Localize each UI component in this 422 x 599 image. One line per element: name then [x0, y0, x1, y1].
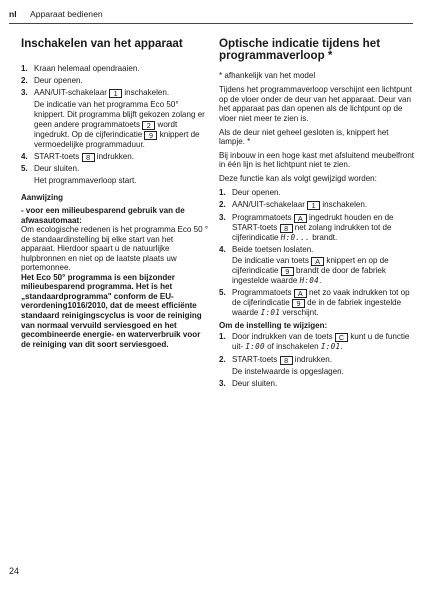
left-column	[21, 38, 209, 349]
note-heading: - voor een milieubesparend gebruik van de afwasautomaat:	[21, 205, 185, 225]
display-readout: I:00	[245, 342, 265, 352]
paragraph-light-point: Tijdens het programmaverloop verschijnt een lichtpunt op de vloer onder de deur van het apparaat. Deur van het apparaat pas dan openen als de lichtpunt op de vloer niet meer te zien is.	[219, 85, 412, 123]
step-1: 1. Deur openen.	[219, 187, 281, 197]
step-detail: De indicatie van het programma Eco 50° knippert. Dit programma blijft gekozen zolang er geen andere programmatoets 2 wordt ingedrukt. Op de cijferindicatie 9 knippert de vermoedelijke programmaduur.	[34, 100, 205, 149]
step-detail: De indicatie van toets A knippert en op de cijferindicatie 9 brandt de door de fabriek ingestelde waarde H:04.	[232, 256, 389, 286]
right-column	[219, 38, 415, 391]
page-number: 24	[9, 566, 20, 576]
key-label: 2	[142, 121, 155, 130]
step-5: 5. Deur sluiten. Het programmaverloop start.	[21, 164, 209, 185]
key-label: C	[335, 333, 348, 342]
step-detail: De instelwaarde is opgeslagen.	[232, 366, 344, 376]
note-title: Aanwijzing	[21, 193, 64, 203]
right-heading: Optische indicatie tijdens het programmaverloop *	[219, 37, 381, 63]
step-3: 3. Programmatoets A ingedrukt houden en de START-toets 8 net zolang indrukken tot de cijferindicatie H:0... brandt.	[219, 212, 394, 242]
key-label: 9	[144, 131, 157, 140]
key-label: 9	[281, 267, 294, 276]
note-body: Om ecologische redenen is het programma Eco 50 ° de standaardinstelling bij elke start van het apparaat. Hierdoor spaart u de natuurlijke hulpbronnen en niet op de laatste plaats uw portemonnee.	[21, 225, 209, 273]
step-1: 1. Kraan helemaal opendraaien.	[21, 64, 140, 74]
step-3: 3. AAN/UIT-schakelaar 1 inschakelen. De indicatie van het programma Eco 50° knippert. Dit programma blijft gekozen zolang er geen andere programmatoets 2 wordt ingedrukt. Op de cijferindicatie 9 knippert de vermoedelijke programmaduur.	[21, 88, 209, 149]
step-5: 5. Programmatoets A net zo vaak indrukken tot op de cijferindicatie 9 de in de fabriek ingestelde waarde I:01 verschijnt.	[219, 288, 410, 318]
indicator-steps	[219, 188, 415, 318]
key-label: 8	[280, 356, 293, 365]
display-readout: H:04	[299, 276, 320, 286]
step-4: 4. Beide toetsen loslaten. De indicatie van toets A knippert en op de cijferindicatie 9 brandt de door de fabriek ingestelde waarde H:04.	[219, 245, 415, 286]
key-label: A	[311, 257, 324, 266]
key-label: 1	[109, 89, 122, 98]
switch-on-steps	[21, 64, 209, 185]
step-2: 2. Deur openen.	[21, 76, 83, 86]
step-1: 1. Door indrukken van de toets C kunt u de functie uit- I:00 of inschakelen I:01.	[219, 332, 410, 352]
left-heading: Inschakelen van het apparaat	[21, 37, 183, 50]
paragraph-built-in: Bij inbouw in een hoge kast met afsluitend meubelfront in één lijn is het lichtpunt niet te zien.	[219, 150, 415, 170]
key-label: 1	[307, 201, 320, 210]
section-title: Apparaat bedienen	[30, 9, 103, 19]
display-readout: H:0...	[280, 232, 310, 242]
display-readout: I:01	[260, 308, 281, 318]
model-footnote: * afhankelijk van het model	[219, 71, 316, 81]
step-2: 2. START-toets 8 indrukken. De instelwaarde is opgeslagen.	[219, 355, 415, 377]
step-4: 4. START-toets 8 indrukken.	[21, 151, 134, 162]
paragraph-door: Als de deur niet geheel gesloten is, knippert het lampje. *	[219, 127, 389, 147]
change-setting-steps	[219, 332, 415, 388]
key-label: 9	[292, 299, 305, 308]
key-label: 8	[82, 153, 95, 162]
step-detail: Het programmaverloop start.	[34, 175, 137, 185]
key-label: A	[294, 289, 307, 298]
page-header	[9, 6, 413, 24]
display-readout: I:01	[320, 342, 341, 352]
language-code: nl	[9, 9, 17, 19]
key-label: A	[294, 214, 307, 223]
note-bold-text: Het Eco 50° programma is een bijzonder milieubesparend programma. Het is het „standaardprogramma" conform de EU-verordening1016/2010, dat de meest efficiënte standaard reinigingscyclus is voor de reiniging van normaal vervuild serviesgoed en het gecombineerde energie- en waterverbruik voor de reiniging van dit soort serviesgoed.	[21, 272, 202, 349]
step-3: 3. Deur sluiten.	[219, 378, 278, 388]
step-2: 2. AAN/UIT-schakelaar 1 inschakelen.	[219, 199, 368, 210]
paragraph-change-intro: Deze functie kan als volgt gewijzigd worden:	[219, 174, 377, 184]
key-label: 8	[280, 224, 293, 233]
change-setting-title: Om de instelling te wijzigen:	[219, 320, 328, 330]
